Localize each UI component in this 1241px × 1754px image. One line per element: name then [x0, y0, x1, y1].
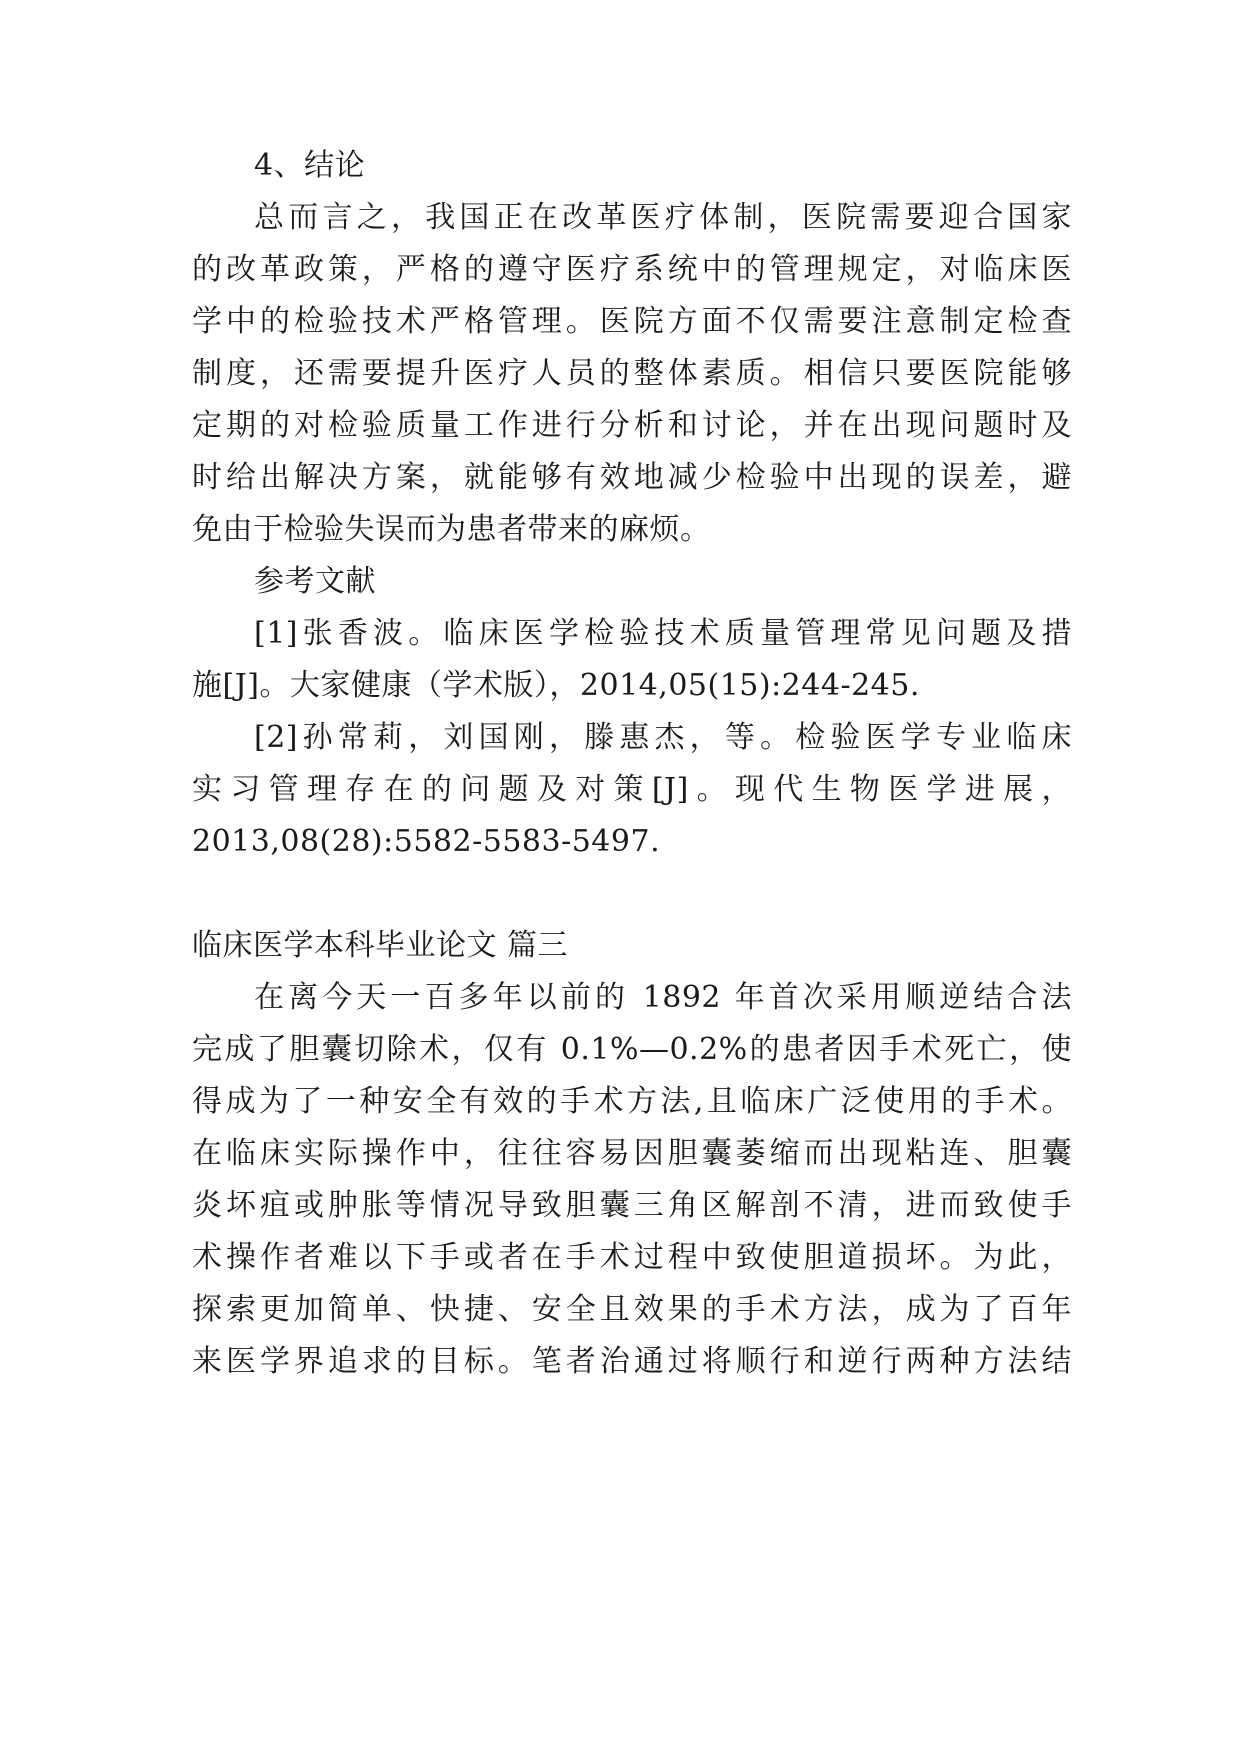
conclusion-paragraph-line: 制度，还需要提升医疗人员的整体素质。相信只要医院能够: [192, 356, 1072, 391]
conclusion-paragraph-line: 定期的对检验质量工作进行分析和讨论，并在出现问题时及: [192, 408, 1072, 443]
body-paragraph-line: 来医学界追求的目标。笔者治通过将顺行和逆行两种方法结: [192, 1344, 1072, 1379]
body-paragraph-line: 得成为了一种安全有效的手术方法,且临床广泛使用的手术。: [192, 1084, 1072, 1119]
reference-1-line: [1]张香波。临床医学检验技术质量管理常见问题及措: [254, 616, 1072, 651]
body-paragraph-line: 术操作者难以下手或者在手术过程中致使胆道损坏。为此，: [192, 1240, 1072, 1275]
body-paragraph-line: 炎坏疽或肿胀等情况导致胆囊三角区解剖不清，进而致使手: [192, 1188, 1072, 1223]
body-paragraph-line: 在离今天一百多年以前的 1892 年首次采用顺逆结合法: [254, 980, 1072, 1015]
body-paragraph-line: 完成了胆囊切除术，仅有 0.1%—0.2%的患者因手术死亡，使: [192, 1032, 1072, 1067]
body-paragraph-line: 探索更加简单、快捷、安全且效果的手术方法，成为了百年: [192, 1292, 1072, 1327]
conclusion-paragraph-line: 时给出解决方案，就能够有效地减少检验中出现的误差，避: [192, 460, 1072, 495]
reference-2-line: 2013,08(28):5582-5583-5497.: [192, 824, 661, 859]
conclusion-paragraph-line: 总而言之，我国正在改革医疗体制，医院需要迎合国家: [254, 200, 1072, 235]
reference-1-line: 施[J]。大家健康（学术版），2014,05(15):244-245.: [192, 668, 920, 703]
references-heading: 参考文献: [254, 564, 376, 599]
reference-2-line: [2]孙常莉，刘国刚，滕惠杰，等。检验医学专业临床: [254, 720, 1072, 755]
reference-2-line: 实习管理存在的问题及对策[J]。现代生物医学进展，: [192, 772, 1072, 807]
conclusion-paragraph-line: 学中的检验技术严格管理。医院方面不仅需要注意制定检查: [192, 304, 1072, 339]
body-paragraph-line: 在临床实际操作中，往往容易因胆囊萎缩而出现粘连、胆囊: [192, 1136, 1072, 1171]
section-title: 临床医学本科毕业论文 篇三: [192, 928, 569, 963]
conclusion-paragraph-line: 免由于检验失误而为患者带来的麻烦。: [192, 512, 711, 547]
conclusion-paragraph-line: 的改革政策，严格的遵守医疗系统中的管理规定，对临床医: [192, 252, 1072, 287]
conclusion-heading: 4、结论: [254, 148, 366, 183]
